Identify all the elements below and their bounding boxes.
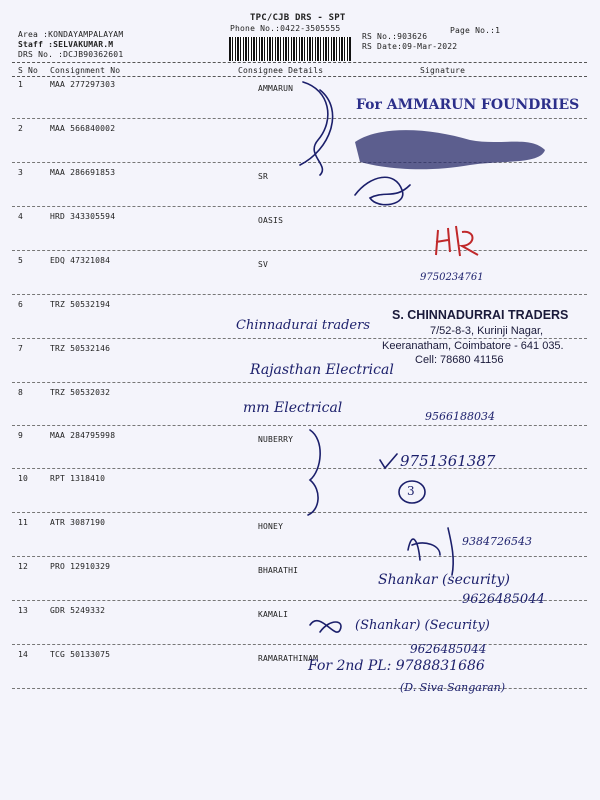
row-consignment-number: MAA 566840002	[50, 124, 116, 133]
handwriting-row6: Chinnadurai traders	[236, 318, 371, 333]
barcode-image	[229, 37, 351, 61]
row-consignment-number: ATR 3087190	[50, 518, 106, 527]
row-divider	[12, 294, 587, 295]
rs-number: RS No.:903626	[362, 32, 428, 41]
row-consignment-number: TRZ 50532146	[50, 344, 111, 353]
row-consignment-number: GDR 5249332	[50, 606, 106, 615]
row-serial-number: 10	[18, 474, 29, 483]
row-consignment-number: RPT 1318410	[50, 474, 106, 483]
row-consignee-name: OASIS	[258, 216, 284, 225]
row-serial-number: 11	[18, 518, 29, 527]
handwriting-row10-number: 3	[407, 484, 415, 498]
row-serial-number: 9	[18, 431, 24, 440]
row-serial-number: 3	[18, 168, 24, 177]
row-divider	[12, 118, 587, 119]
page-number: Page No.:1	[450, 26, 501, 35]
handwriting-row7: Rajasthan Electrical	[250, 362, 394, 378]
row-consignee-name: BHARATHI	[258, 566, 299, 575]
handwriting-row14-name: (D. Siva Sangaran)	[400, 681, 506, 694]
row-divider	[12, 512, 587, 513]
column-sno: S No	[18, 66, 39, 75]
row-divider	[12, 644, 587, 645]
row-consignment-number: MAA 284795998	[50, 431, 116, 440]
row-divider	[12, 206, 587, 207]
ammarun-stamp: For AMMARUN FOUNDRIES	[356, 97, 580, 113]
row-divider	[12, 425, 587, 426]
row-divider	[12, 382, 587, 383]
traders-stamp-cell: Cell: 78680 41156	[415, 354, 504, 366]
traders-stamp-name: S. CHINNADURRAI TRADERS	[392, 308, 569, 322]
column-signature: Signature	[420, 66, 466, 75]
handwriting-row8-phone: 9566188034	[425, 410, 495, 423]
row-serial-number: 6	[18, 300, 24, 309]
handwriting-row13-name: (Shankar) (Security)	[355, 618, 490, 633]
row-consignment-number: PRO 12910329	[50, 562, 111, 571]
row-divider	[12, 162, 587, 163]
row-consignment-number: MAA 286691853	[50, 168, 116, 177]
row-consignee-name: SR	[258, 172, 269, 181]
column-consignment: Consignment No	[50, 66, 121, 75]
handwriting-row9-phone: 9751361387	[400, 452, 496, 470]
row-consignment-number: TRZ 50532194	[50, 300, 111, 309]
row-serial-number: 8	[18, 388, 24, 397]
handwriting-row13-phone: 9626485044	[410, 642, 487, 656]
rs-date: RS Date:09-Mar-2022	[362, 42, 458, 51]
row-consignee-name: HONEY	[258, 522, 284, 531]
row-consignment-number: EDQ 47321084	[50, 256, 111, 265]
header-rule-bottom	[12, 76, 587, 77]
row-divider	[12, 468, 587, 469]
row-serial-number: 5	[18, 256, 24, 265]
handwriting-row11-phone: 9384726543	[462, 535, 532, 548]
row-consignment-number: HRD 343305594	[50, 212, 116, 221]
header-rule-top	[12, 62, 587, 63]
traders-stamp-address-1: 7/52-8-3, Kurinji Nagar,	[430, 325, 544, 337]
row-divider	[12, 338, 587, 339]
row-serial-number: 2	[18, 124, 24, 133]
drs-number: DRS No. :DCJB90362601	[18, 50, 124, 59]
row-divider	[12, 250, 587, 251]
handwriting-row14: For 2nd PL: 9788831686	[308, 658, 485, 674]
column-consignee: Consignee Details	[238, 66, 324, 75]
row-consignee-name: KAMALI	[258, 610, 289, 619]
row-serial-number: 12	[18, 562, 29, 571]
row-consignment-number: TRZ 50532032	[50, 388, 111, 397]
row-consignee-name: AMMARUN	[258, 84, 294, 93]
row-consignee-name: NUBERRY	[258, 435, 294, 444]
row-serial-number: 1	[18, 80, 24, 89]
handwriting-row12-phone: 9626485044	[462, 592, 545, 607]
row-consignment-number: TCG 50133075	[50, 650, 111, 659]
handwriting-row12-name: Shankar (security)	[378, 572, 510, 588]
row-serial-number: 4	[18, 212, 24, 221]
row-consignee-name: RAMARATHINAM	[258, 654, 319, 663]
row-consignment-number: MAA 277297303	[50, 80, 116, 89]
handwriting-row8: mm Electrical	[243, 400, 343, 416]
row-divider	[12, 556, 587, 557]
row-serial-number: 7	[18, 344, 24, 353]
staff-label: Staff :SELVAKUMAR.M	[18, 40, 114, 49]
sheet-title: TPC/CJB DRS - SPT	[250, 13, 346, 23]
traders-stamp-address-2: Keeranatham, Coimbatore - 641 035.	[382, 340, 564, 352]
phone-number: Phone No.:0422-3505555	[230, 24, 341, 33]
row-consignee-name: SV	[258, 260, 269, 269]
handwriting-sv-phone: 9750234761	[420, 272, 484, 283]
row-serial-number: 13	[18, 606, 29, 615]
row-serial-number: 14	[18, 650, 29, 659]
area-label: Area :KONDAYAMPALAYAM	[18, 30, 124, 39]
